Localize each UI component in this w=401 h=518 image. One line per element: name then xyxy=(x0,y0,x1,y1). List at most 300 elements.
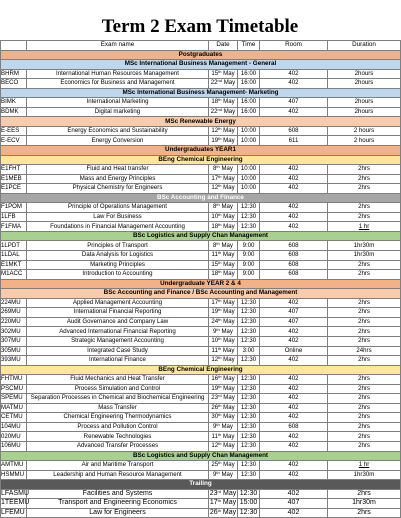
date-suffix: th xyxy=(218,97,222,103)
exam-name: Advanced International Financial Reporting xyxy=(27,327,209,337)
exam-name: Energy Conversion xyxy=(27,136,209,146)
exam-room: 402 xyxy=(260,508,328,518)
date-suffix: th xyxy=(218,316,222,322)
exam-time: 16:00 xyxy=(238,107,260,117)
exam-code: F1FMA xyxy=(1,222,27,232)
exam-row xyxy=(1,184,401,194)
exam-code: 104MU xyxy=(1,422,27,432)
exam-row xyxy=(1,174,401,184)
exam-row xyxy=(1,270,401,280)
exam-row xyxy=(1,413,401,423)
section-row xyxy=(1,155,401,165)
exam-duration: 2hrs xyxy=(328,441,401,451)
exam-name: Facilities and Systems xyxy=(27,489,209,499)
exam-duration: 1hr30m xyxy=(328,251,401,261)
exam-code: E1MEB xyxy=(1,174,27,184)
exam-duration: 2hrs xyxy=(328,413,401,423)
exam-duration: 2hrs xyxy=(328,298,401,308)
exam-time: 10:00 xyxy=(238,174,260,184)
date-suffix: th xyxy=(216,469,220,475)
exam-code: E1MKT xyxy=(1,260,27,270)
exam-date xyxy=(209,184,238,194)
exam-time: 3:00 xyxy=(238,346,260,356)
exam-room: 402 xyxy=(260,79,328,89)
section-heading: MSc International Business Management- Marketing xyxy=(1,88,401,98)
exam-date xyxy=(209,317,238,327)
exam-date xyxy=(209,260,238,270)
exam-code: BECO xyxy=(1,79,27,89)
date-month: May xyxy=(222,508,237,516)
exam-duration: 2hrs xyxy=(328,394,401,404)
exam-row xyxy=(1,317,401,327)
date-month: May xyxy=(223,222,235,230)
exam-duration: 2hrs xyxy=(328,260,401,270)
exam-date xyxy=(209,270,238,280)
exam-duration: 1 hr xyxy=(328,461,401,471)
date-month: May xyxy=(223,174,235,182)
date-day: 12 xyxy=(211,184,219,192)
section-row xyxy=(1,451,401,461)
date-suffix: th xyxy=(218,460,222,466)
exam-time: 10:00 xyxy=(238,184,260,194)
section-heading: BSc Logistics and Supply Chan Management xyxy=(1,451,401,461)
exam-time: 12:30 xyxy=(238,432,260,442)
date-day: 17 xyxy=(209,499,218,507)
date-month: May xyxy=(221,423,233,430)
exam-duration: 2hrs xyxy=(328,432,401,442)
exam-name: Separation Processes in Chemical and Biochemical Engineering xyxy=(27,394,209,404)
exam-time: 9:00 xyxy=(238,241,260,251)
exam-name: International Finance xyxy=(27,356,209,366)
exam-row xyxy=(1,461,401,471)
date-suffix: th xyxy=(218,135,222,141)
date-month: May xyxy=(223,489,237,497)
exam-row xyxy=(1,375,401,385)
date-suffix: th xyxy=(218,68,222,74)
exam-date xyxy=(209,336,238,346)
date-day: 11 xyxy=(211,432,218,440)
exam-duration: 2hrs xyxy=(328,203,401,213)
exam-date xyxy=(209,222,238,232)
section-heading: BEng Chemical Engineering xyxy=(1,155,401,165)
exam-room: 402 xyxy=(260,413,328,423)
exam-code: BIMK xyxy=(1,98,27,108)
exam-row xyxy=(1,346,401,356)
col-date-header: Date xyxy=(209,41,238,51)
exam-code: LFASMU xyxy=(1,489,30,497)
exam-code: 220MU xyxy=(1,317,27,327)
exam-room: 611 xyxy=(260,136,328,146)
date-day: 18 xyxy=(211,270,219,278)
exam-time: 10:00 xyxy=(238,165,260,175)
date-day: 15 xyxy=(211,69,219,77)
exam-code: BDMK xyxy=(1,107,27,117)
date-day: 22 xyxy=(210,107,218,115)
date-month: May xyxy=(221,203,233,211)
section-heading: Undergraduates YEAR1 xyxy=(1,146,401,156)
col-code-header xyxy=(1,41,27,51)
exam-code: SPEMU xyxy=(1,394,27,404)
exam-name: Applied Management Accounting xyxy=(27,298,209,308)
exam-row xyxy=(1,298,401,308)
exam-date xyxy=(209,508,238,518)
exam-row xyxy=(1,489,401,499)
exam-time: 12:30 xyxy=(238,308,260,318)
exam-name: Economics for Business and Management xyxy=(27,79,209,89)
col-duration-header: Duration xyxy=(328,41,401,51)
section-heading: MSc Renewable Energy xyxy=(1,117,401,127)
exam-room: 608 xyxy=(260,422,328,432)
date-month: May xyxy=(223,260,235,268)
exam-room: 402 xyxy=(260,375,328,385)
exam-time: 12:30 xyxy=(238,384,260,394)
exam-room: 402 xyxy=(260,384,328,394)
date-day: 17 xyxy=(211,298,219,306)
exam-time: 16:00 xyxy=(238,79,260,89)
date-day: 19 xyxy=(211,384,219,392)
section-heading: Undergraduate YEAR 2 & 4 xyxy=(1,279,401,289)
exam-duration: 2hrs xyxy=(328,270,401,280)
exam-code: 1TEEMU xyxy=(1,499,30,507)
date-suffix: th xyxy=(217,498,221,504)
exam-name: Fluid and Heat transfer xyxy=(27,165,209,175)
exam-room: 407 xyxy=(260,499,328,509)
date-month: May xyxy=(223,403,235,411)
exam-code: 020MU xyxy=(1,432,27,442)
exam-duration: 1 hr xyxy=(328,222,401,232)
exam-name: Integrated Case Study xyxy=(27,346,209,356)
exam-room: 402 xyxy=(260,174,328,184)
exam-room: 402 xyxy=(260,212,328,222)
exam-room: 407 xyxy=(260,317,328,327)
exam-code: E1FHT xyxy=(1,165,27,175)
exam-time: 10:00 xyxy=(238,136,260,146)
exam-code: HSMMU xyxy=(1,470,27,480)
date-day: 26 xyxy=(209,508,218,516)
exam-name: Advanced Transfer Processes xyxy=(27,441,209,451)
date-day: 12 xyxy=(211,127,219,135)
exam-time: 12:30 xyxy=(238,298,260,308)
date-suffix: th xyxy=(218,402,222,408)
date-suffix: rd xyxy=(217,488,222,494)
exam-time: 12:30 xyxy=(238,489,260,499)
exam-code: AMTMU xyxy=(1,461,27,471)
date-month: May xyxy=(222,499,237,507)
exam-row xyxy=(1,356,401,366)
date-month: May xyxy=(221,241,233,249)
exam-duration: 2hrs xyxy=(328,403,401,413)
exam-time: 12:30 xyxy=(238,336,260,346)
section-row xyxy=(1,50,401,60)
exam-room: 402 xyxy=(260,69,328,79)
date-day: 16 xyxy=(211,375,219,383)
exam-row xyxy=(1,107,401,117)
date-suffix: th xyxy=(218,221,222,227)
exam-row xyxy=(1,69,401,79)
date-month: May xyxy=(221,470,233,478)
date-day: 15 xyxy=(211,260,219,268)
exam-code: E-EES xyxy=(1,126,27,136)
exam-name: Marketing Principles xyxy=(27,260,209,270)
date-suffix: nd xyxy=(217,106,222,112)
exam-duration: 2hrs xyxy=(328,356,401,366)
exam-row xyxy=(1,508,401,518)
exam-row xyxy=(1,422,401,432)
exam-duration: 1hr30m xyxy=(328,499,401,509)
exam-name: Leadership and Human Resource Management xyxy=(27,470,209,480)
date-suffix: th xyxy=(218,126,222,132)
date-day: 11 xyxy=(211,251,218,259)
exam-name: Introduction to Accounting xyxy=(27,270,209,280)
date-suffix: th xyxy=(217,345,222,351)
exam-room: 402 xyxy=(260,394,328,404)
exam-time: 12:30 xyxy=(238,470,260,480)
date-suffix: th xyxy=(218,183,222,189)
exam-code: 224MU xyxy=(1,298,27,308)
exam-date xyxy=(209,174,238,184)
exam-date xyxy=(209,98,238,108)
exam-code: 1LFB xyxy=(1,212,27,222)
exam-name: Principle of Operations Management xyxy=(27,203,209,213)
date-suffix: th xyxy=(218,211,222,217)
exam-row xyxy=(1,165,401,175)
section-row xyxy=(1,60,401,70)
exam-date xyxy=(209,107,238,117)
exam-duration: 2hrs xyxy=(328,384,401,394)
exam-row xyxy=(1,79,401,89)
exam-room: 402 xyxy=(260,165,328,175)
exam-date xyxy=(209,499,238,509)
exam-name: Process Simulation and Control xyxy=(27,384,209,394)
exam-room: 402 xyxy=(260,298,328,308)
exam-date xyxy=(209,432,238,442)
section-heading: Trailing xyxy=(1,480,401,490)
col-room-header: Room xyxy=(260,41,328,51)
exam-duration: 2hrs xyxy=(328,336,401,346)
exam-duration: 2hrs xyxy=(328,508,401,518)
exam-room: 402 xyxy=(260,489,328,499)
exam-room: 402 xyxy=(260,356,328,366)
exam-time: 9:00 xyxy=(238,251,260,261)
exam-code: E-ECV xyxy=(1,136,27,146)
exam-room: 407 xyxy=(260,308,328,318)
exam-room: 608 xyxy=(260,241,328,251)
exam-duration: 2 hours xyxy=(328,126,401,136)
date-day: 9 xyxy=(213,327,217,335)
date-suffix: th xyxy=(216,240,220,246)
exam-name: Physical Chemistry for Engineers xyxy=(27,184,209,194)
date-month: May xyxy=(223,184,235,192)
date-day: 25 xyxy=(211,461,219,469)
date-day: 24 xyxy=(211,317,219,325)
exam-name: International Marketing xyxy=(27,98,209,108)
exam-row xyxy=(1,308,401,318)
exam-date xyxy=(209,461,238,471)
exam-date xyxy=(209,489,238,499)
exam-room: 402 xyxy=(260,107,328,117)
exam-time: 16:00 xyxy=(238,98,260,108)
exam-name: Process and Pollution Control xyxy=(27,422,209,432)
date-day: 11 xyxy=(211,346,218,354)
section-row xyxy=(1,146,401,156)
date-suffix: th xyxy=(217,431,222,437)
date-day: 10 xyxy=(211,212,219,220)
exam-room: 402 xyxy=(260,432,328,442)
page-title: Term 2 Exam Timetable xyxy=(101,16,299,37)
exam-date xyxy=(209,470,238,480)
date-suffix: th xyxy=(217,507,221,513)
exam-time: 12:30 xyxy=(238,413,260,423)
exam-date xyxy=(209,126,238,136)
exam-name: Audit Governance and Company Law xyxy=(27,317,209,327)
exam-name: Data Analysis for Logistics xyxy=(27,251,209,261)
timetable xyxy=(0,40,401,518)
date-month: May xyxy=(223,356,235,364)
date-day: 26 xyxy=(211,403,219,411)
exam-duration: 2hrs xyxy=(328,212,401,222)
section-row xyxy=(1,289,401,299)
date-suffix: rd xyxy=(218,393,222,399)
exam-time: 12:30 xyxy=(238,403,260,413)
exam-name: Transport and Engineering Economics xyxy=(27,499,209,509)
date-month: May xyxy=(223,298,235,306)
date-suffix: th xyxy=(218,259,222,265)
exam-code: F1POM xyxy=(1,203,27,213)
exam-room: 608 xyxy=(260,270,328,280)
date-month: May xyxy=(223,98,235,106)
exam-date xyxy=(209,203,238,213)
date-month: May xyxy=(223,317,235,325)
section-row xyxy=(1,279,401,289)
exam-time: 10:00 xyxy=(238,126,260,136)
exam-time: 12:30 xyxy=(238,422,260,432)
date-day: 22 xyxy=(210,79,218,87)
exam-row xyxy=(1,336,401,346)
exam-room: 402 xyxy=(260,222,328,232)
date-day: 23 xyxy=(209,489,218,497)
exam-code: 305MU xyxy=(1,346,27,356)
exam-code: MATMU xyxy=(1,403,27,413)
exam-code: 269MU xyxy=(1,308,27,318)
col-time-header: Time xyxy=(238,41,260,51)
exam-row xyxy=(1,203,401,213)
date-month: May xyxy=(223,308,235,316)
date-day: 9 xyxy=(213,470,217,478)
exam-row xyxy=(1,327,401,337)
section-row xyxy=(1,117,401,127)
date-month: May xyxy=(223,107,236,115)
exam-date xyxy=(209,69,238,79)
exam-name: Fluid Mechanics and Heat Transfer xyxy=(27,375,209,385)
exam-row xyxy=(1,441,401,451)
exam-time: 12:30 xyxy=(238,461,260,471)
date-suffix: th xyxy=(216,164,220,170)
exam-room: 402 xyxy=(260,336,328,346)
date-month: May xyxy=(223,79,236,87)
col-exam-name-header: Exam name xyxy=(27,41,209,51)
date-suffix: th xyxy=(218,412,222,418)
date-month: May xyxy=(221,165,233,173)
exam-code: E1PCE xyxy=(1,184,27,194)
date-suffix: th xyxy=(218,441,222,447)
exam-room: 407 xyxy=(260,98,328,108)
exam-duration: 2hours xyxy=(328,107,401,117)
exam-date xyxy=(209,346,238,356)
exam-date xyxy=(209,327,238,337)
date-month: May xyxy=(223,442,235,450)
section-heading: BSc Accounting and Finance xyxy=(1,193,401,203)
date-day: 12 xyxy=(211,356,219,364)
date-suffix: th xyxy=(218,173,222,179)
exam-time: 12:30 xyxy=(238,394,260,404)
section-heading: BEng Chemical Engineering xyxy=(1,365,401,375)
exam-duration: 2hrs xyxy=(328,327,401,337)
exam-code: 1LPDT xyxy=(1,241,27,251)
section-heading: BSc Logistics and Supply Chan Management xyxy=(1,231,401,241)
date-day: 18 xyxy=(211,98,219,106)
exam-row xyxy=(1,126,401,136)
exam-code: CETMU xyxy=(1,413,27,423)
exam-name: Mass and Energy Principles xyxy=(27,174,209,184)
exam-name: Mass Transfer xyxy=(27,403,209,413)
exam-room: 402 xyxy=(260,203,328,213)
date-day: 17 xyxy=(211,174,219,182)
exam-name: Chemical Engineering Thermodynamics xyxy=(27,413,209,423)
exam-name: Foundations in Financial Management Accounting xyxy=(27,222,209,232)
exam-duration: 2hrs xyxy=(328,317,401,327)
exam-room: 608 xyxy=(260,126,328,136)
exam-code: 106MU xyxy=(1,441,27,451)
exam-time: 12:30 xyxy=(238,508,260,518)
date-month: May xyxy=(223,127,235,135)
exam-time: 12:30 xyxy=(238,212,260,222)
exam-date xyxy=(209,308,238,318)
exam-name: International Financial Reporting xyxy=(27,308,209,318)
exam-code: 307MU xyxy=(1,336,27,346)
exam-time: 15:00 xyxy=(238,499,260,509)
exam-time: 16:00 xyxy=(238,69,260,79)
date-month: May xyxy=(222,251,235,259)
section-heading: BSc Accounting and Finance / BSc Accounting and Management xyxy=(1,289,401,299)
exam-name: Strategic Management Accounting xyxy=(27,336,209,346)
date-suffix: th xyxy=(218,297,222,303)
exam-code: FHTMU xyxy=(1,375,27,385)
exam-duration: 2 hours xyxy=(328,136,401,146)
exam-code: PSCMU xyxy=(1,384,27,394)
date-month: May xyxy=(223,394,235,402)
date-month: May xyxy=(222,346,235,354)
date-suffix: th xyxy=(218,307,222,313)
exam-name: Energy Economics and Sustainability xyxy=(27,126,209,136)
date-suffix: th xyxy=(216,326,220,332)
date-day: 8 xyxy=(213,241,217,249)
section-heading: Postgraduates xyxy=(1,50,401,60)
exam-duration: 2hours xyxy=(328,69,401,79)
exam-room: 402 xyxy=(260,470,328,480)
exam-duration: 24hrs xyxy=(328,346,401,356)
exam-room: 402 xyxy=(260,327,328,337)
date-month: May xyxy=(223,413,235,421)
date-day: 8 xyxy=(213,165,217,173)
exam-duration: 2hrs xyxy=(328,375,401,385)
date-month: May xyxy=(223,375,235,383)
exam-row xyxy=(1,241,401,251)
exam-date xyxy=(209,165,238,175)
date-suffix: th xyxy=(217,250,222,256)
date-month: May xyxy=(223,270,235,278)
date-suffix: th xyxy=(216,422,220,427)
section-row xyxy=(1,88,401,98)
